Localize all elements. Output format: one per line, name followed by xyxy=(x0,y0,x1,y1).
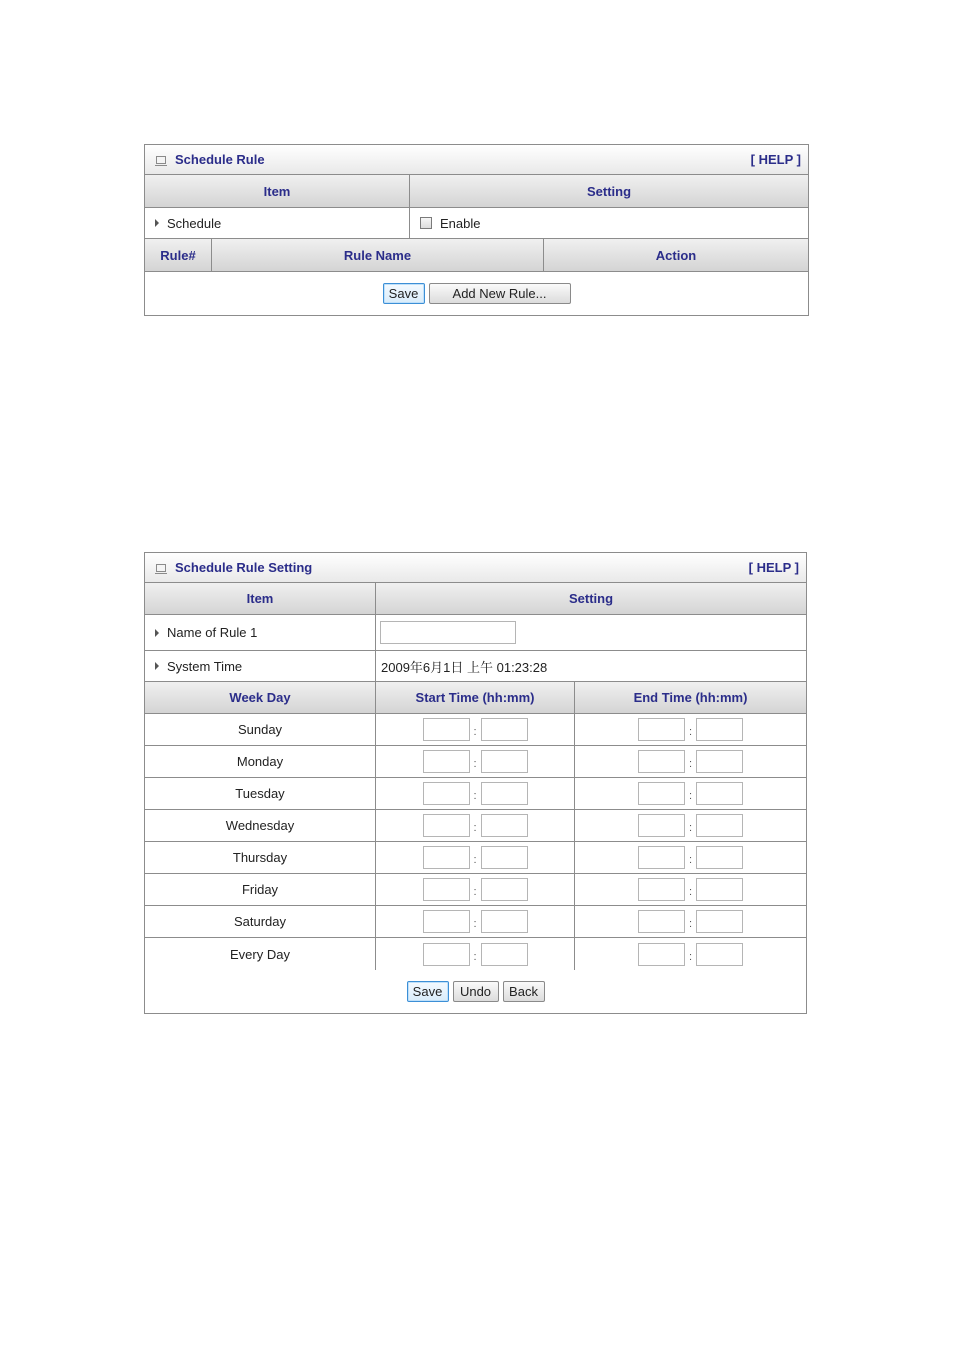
schedule-rule-setting-panel xyxy=(144,552,807,1014)
weekday-header-row xyxy=(145,682,806,714)
end-hour-input[interactable] xyxy=(638,718,685,741)
weekday-row xyxy=(145,874,806,906)
undo-button[interactable]: Undo xyxy=(453,981,499,1002)
enable-label: Enable xyxy=(440,215,481,231)
time-separator: : xyxy=(688,950,693,963)
schedule-rule-titlebar xyxy=(145,145,808,175)
time-separator: : xyxy=(688,790,693,802)
help-link[interactable]: [ HELP ] xyxy=(748,560,799,575)
window-icon xyxy=(156,564,166,572)
item-header: Item xyxy=(145,583,376,614)
system-time-label: System Time xyxy=(167,658,243,674)
start-hour-input[interactable] xyxy=(423,750,470,773)
time-separator: : xyxy=(688,726,693,738)
time-separator: : xyxy=(473,918,477,930)
end-minute-input[interactable] xyxy=(696,846,743,869)
start-minute-input[interactable] xyxy=(481,846,528,869)
rule-name-label: Name of Rule 1 xyxy=(167,625,258,640)
end-hour-input[interactable] xyxy=(638,910,685,933)
rule-name-header: Rule Name xyxy=(212,239,544,271)
bullet-arrow-icon xyxy=(155,219,159,227)
start-hour-input[interactable] xyxy=(423,718,470,741)
time-separator: : xyxy=(473,950,477,963)
end-minute-input[interactable] xyxy=(696,910,743,933)
weekday-row xyxy=(145,746,806,778)
time-separator: : xyxy=(688,918,693,930)
start-minute-input[interactable] xyxy=(481,943,528,966)
panel-title: Schedule Rule xyxy=(175,152,265,167)
weekday-row xyxy=(145,714,806,746)
system-time-value: 2009年6月1日 上午 01:23:28 xyxy=(381,659,548,675)
start-minute-input[interactable] xyxy=(481,878,528,901)
header-row xyxy=(145,583,806,615)
rule-name-row xyxy=(145,615,806,651)
start-minute-input[interactable] xyxy=(481,718,528,741)
time-separator: : xyxy=(688,886,693,898)
add-new-rule-button[interactable]: Add New Rule... xyxy=(429,283,571,304)
start-hour-input[interactable] xyxy=(423,846,470,869)
end-hour-input[interactable] xyxy=(638,750,685,773)
weekday-row xyxy=(145,810,806,842)
week-day-label: Every Day xyxy=(145,938,376,970)
start-hour-input[interactable] xyxy=(423,943,470,966)
start-minute-input[interactable] xyxy=(481,750,528,773)
weekday-row xyxy=(145,778,806,810)
time-separator: : xyxy=(473,790,477,802)
time-separator: : xyxy=(688,758,693,770)
time-separator: : xyxy=(473,758,477,770)
week-day-label: Saturday xyxy=(145,906,376,937)
save-button[interactable]: Save xyxy=(407,981,449,1002)
week-day-label: Wednesday xyxy=(145,810,376,841)
time-separator: : xyxy=(473,854,477,866)
week-day-label: Thursday xyxy=(145,842,376,873)
end-hour-input[interactable] xyxy=(638,878,685,901)
back-button[interactable]: Back xyxy=(503,981,545,1002)
rule-header-row xyxy=(145,239,808,272)
end-minute-input[interactable] xyxy=(696,878,743,901)
time-separator: : xyxy=(688,854,693,866)
end-minute-input[interactable] xyxy=(696,782,743,805)
week-day-label: Friday xyxy=(145,874,376,905)
bullet-arrow-icon xyxy=(155,629,159,637)
start-minute-input[interactable] xyxy=(481,910,528,933)
week-day-label: Tuesday xyxy=(145,778,376,809)
enable-checkbox[interactable] xyxy=(420,217,432,229)
action-header: Action xyxy=(544,239,808,271)
start-minute-input[interactable] xyxy=(481,814,528,837)
week-day-header: Week Day xyxy=(145,682,376,713)
weekday-row xyxy=(145,906,806,938)
schedule-rule-panel xyxy=(144,144,809,316)
time-separator: : xyxy=(688,822,693,834)
weekday-rows xyxy=(145,714,806,970)
schedule-rule-setting-titlebar xyxy=(145,553,806,583)
end-hour-input[interactable] xyxy=(638,782,685,805)
setting-header: Setting xyxy=(410,175,808,207)
end-minute-input[interactable] xyxy=(696,718,743,741)
save-button[interactable]: Save xyxy=(383,283,425,304)
end-hour-input[interactable] xyxy=(638,814,685,837)
panel-title: Schedule Rule Setting xyxy=(175,560,313,575)
header-row xyxy=(145,175,808,208)
weekday-row xyxy=(145,938,806,970)
rule-number-header: Rule# xyxy=(145,239,212,271)
week-day-label: Sunday xyxy=(145,714,376,745)
end-minute-input[interactable] xyxy=(696,750,743,773)
window-icon xyxy=(156,156,166,164)
time-separator: : xyxy=(473,726,477,738)
bullet-arrow-icon xyxy=(155,662,159,670)
start-time-header: Start Time (hh:mm) xyxy=(376,682,575,713)
button-row xyxy=(145,970,806,1013)
rule-name-input[interactable] xyxy=(380,621,516,644)
time-separator: : xyxy=(473,886,477,898)
setting-header: Setting xyxy=(376,583,806,614)
weekday-row xyxy=(145,842,806,874)
schedule-label: Schedule xyxy=(167,215,222,231)
start-hour-input[interactable] xyxy=(423,782,470,805)
week-day-label: Monday xyxy=(145,746,376,777)
end-minute-input[interactable] xyxy=(696,943,743,966)
button-row xyxy=(145,272,808,315)
schedule-row xyxy=(145,208,808,239)
end-minute-input[interactable] xyxy=(696,814,743,837)
system-time-row xyxy=(145,651,806,682)
start-hour-input[interactable] xyxy=(423,814,470,837)
item-header: Item xyxy=(145,175,410,207)
time-separator: : xyxy=(473,822,477,834)
end-hour-input[interactable] xyxy=(638,846,685,869)
end-hour-input[interactable] xyxy=(638,943,685,966)
help-link[interactable]: [ HELP ] xyxy=(750,152,801,167)
start-minute-input[interactable] xyxy=(481,782,528,805)
start-hour-input[interactable] xyxy=(423,910,470,933)
start-hour-input[interactable] xyxy=(423,878,470,901)
end-time-header: End Time (hh:mm) xyxy=(575,682,806,713)
